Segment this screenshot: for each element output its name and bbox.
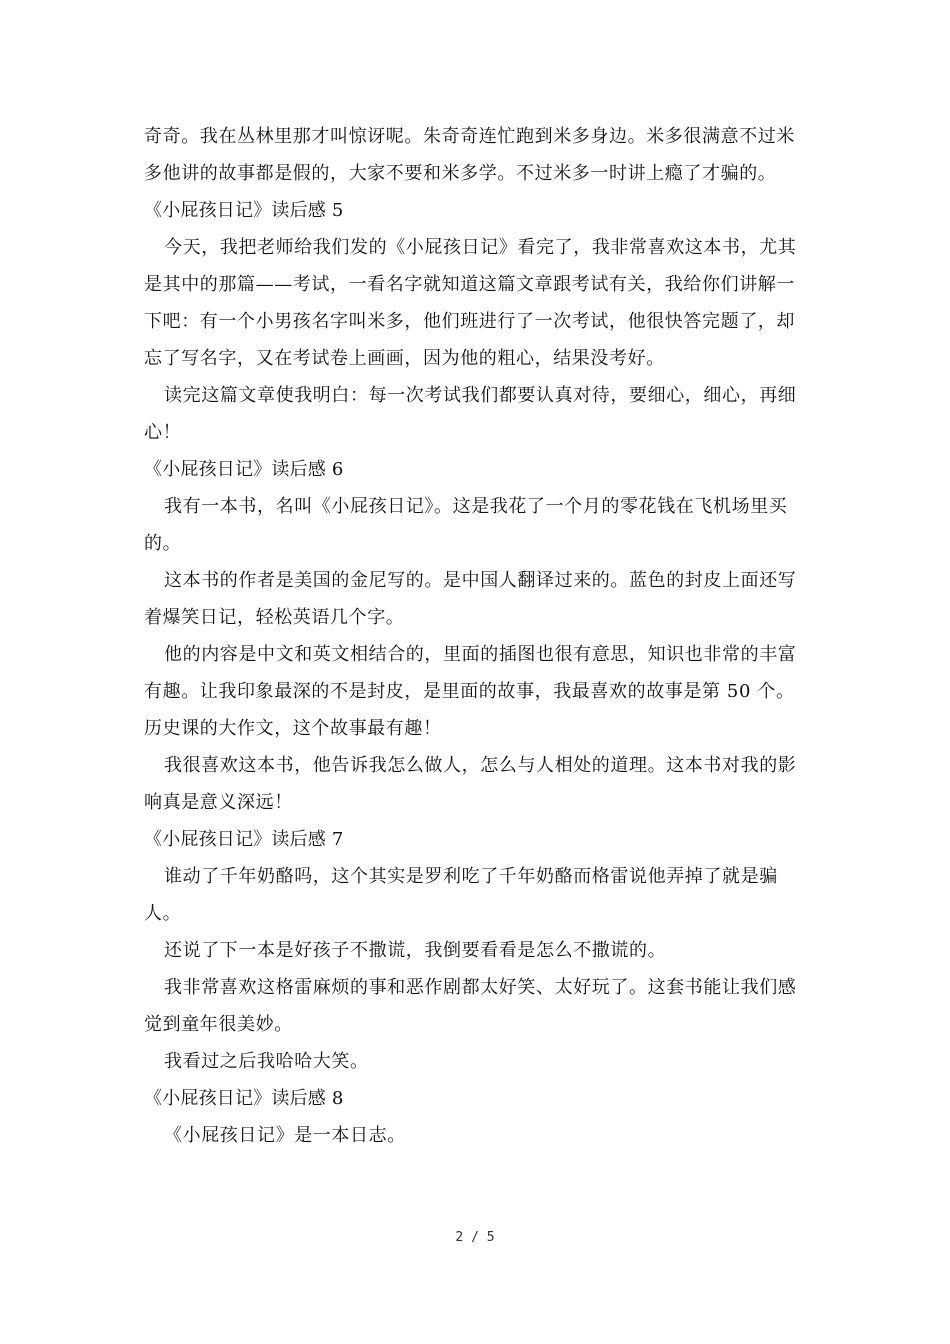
section-heading: 《小屁孩日记》读后感 8 (144, 1088, 344, 1109)
text-line: 我有一本书，名叫《小屁孩日记》。这是我花了一个月的零花钱在飞机场里买 (164, 496, 788, 517)
text-line: 《小屁孩日记》是一本日志。 (164, 1125, 406, 1146)
text-line: 今天，我把老师给我们发的《小屁孩日记》看完了，我非常喜欢这本书，尤其 (164, 237, 797, 258)
text-line: 谁动了千年奶酪吗，这个其实是罗利吃了千年奶酪而格雷说他弄掉了就是骗 (164, 866, 778, 887)
text-line: 着爆笑日记，轻松英语几个字。 (144, 607, 405, 628)
text-line: 我很喜欢这本书，他告诉我怎么做人，怎么与人相处的道理。这本书对我的影 (164, 755, 797, 776)
text-line: 下吧：有一个小男孩名字叫米多，他们班进行了一次考试，他很快答完题了，却 (144, 311, 795, 332)
text-line: 还说了下一本是好孩子不撒谎，我倒要看看是怎么不撒谎的。 (164, 940, 667, 961)
text-line: 的。 (144, 533, 182, 554)
text-line: 我非常喜欢这格雷麻烦的事和恶作剧都太好笑、太好玩了。这套书能让我们感 (164, 977, 797, 998)
text-line: 读完这篇文章使我明白：每一次考试我们都要认真对待，要细心，细心，再细 (164, 385, 797, 406)
text-line: 有趣。让我印象最深的不是封皮，是里面的故事，我最喜欢的故事是第 50 个。 (144, 681, 795, 702)
text-line: 觉到童年很美妙。 (144, 1014, 293, 1035)
text-line: 是其中的那篇——考试，一看名字就知道这篇文章跟考试有关，我给你们讲解一 (144, 274, 795, 295)
text-line: 历史课的大作文，这个故事最有趣！ (144, 718, 442, 739)
section-heading: 《小屁孩日记》读后感 7 (144, 829, 344, 850)
text-line: 这本书的作者是美国的金尼写的。是中国人翻译过来的。蓝色的封皮上面还写 (164, 570, 797, 591)
document-body (144, 118, 814, 1154)
section-heading: 《小屁孩日记》读后感 5 (144, 200, 344, 221)
text-line: 多他讲的故事都是假的，大家不要和米多学。不过米多一时讲上瘾了才骗的。 (144, 163, 777, 184)
text-line: 忘了写名字，又在考试卷上画画，因为他的粗心，结果没考好。 (144, 348, 665, 369)
text-line: 人。 (144, 903, 182, 924)
section-heading: 《小屁孩日记》读后感 6 (144, 459, 344, 480)
page-number: 2 / 5 (455, 1230, 495, 1245)
text-line: 他的内容是中文和英文相结合的，里面的插图也很有意思，知识也非常的丰富 (164, 644, 797, 665)
text-line: 心！ (144, 422, 182, 443)
text-line: 响真是意义深远！ (144, 792, 293, 813)
text-line: 我看过之后我哈哈大笑。 (164, 1051, 369, 1072)
text-line: 奇奇。我在丛林里那才叫惊讶呢。朱奇奇连忙跑到米多身边。米多很满意不过米 (144, 126, 795, 147)
